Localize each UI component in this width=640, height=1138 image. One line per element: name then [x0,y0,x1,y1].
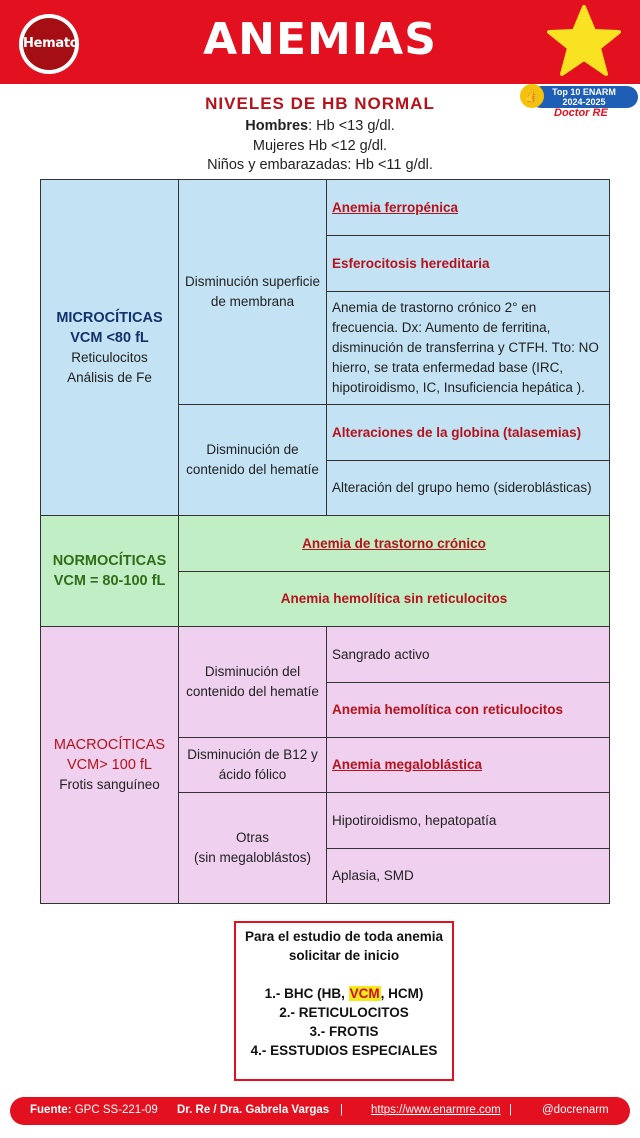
study-item4: 4.- ESSTUDIOS ESPECIALES [250,1043,438,1058]
footer-handle: @docrenarm [542,1104,609,1116]
hemato-logo-text: Hemato [23,18,75,70]
normo-vcm: VCM = 80-100 fL [53,573,166,589]
study-item1 [236,984,452,1003]
macro-sub3-line2: (sin megaloblástos) [193,850,312,865]
macro-name: MACROCÍTICAS [53,737,166,753]
macro-cause2: Anemia hemolítica con reticulocitos [332,702,564,717]
micro-cause2-cell [326,235,610,292]
header-banner [0,0,640,84]
study-intro: Para el estudio de toda anemia solicitar de inicio [244,929,444,963]
study-box [234,921,454,1081]
micro-cause3: Anemia de trastorno crónico 2° en frecuencia. Dx: Aumento de ferritina, disminución de transferrina y CTFH. Tto: NO hierro, se trata enfermedad base (IRC, hipotiroidismo, IC, Insuficiencia hepática ). [332,300,599,395]
normo-name: NORMOCÍTICAS [52,553,167,569]
study-item1-post: , HCM) [380,986,424,1001]
micro-cause1-cell [326,179,610,236]
normo-category-cell [40,515,179,627]
page-title: ANEMIAS [203,14,437,65]
micro-line3: Reticulocitos [71,349,148,365]
footer-url-link[interactable]: https://www.enarmre.com [371,1104,501,1116]
footer-source [30,1104,158,1116]
micro-cause5-cell [326,460,610,516]
micro-name: MICROCÍTICAS [56,309,163,326]
micro-cause2: Esferocitosis hereditaria [332,255,490,271]
footer-sep1: | [340,1104,343,1116]
thumbs-up-icon: 👍 [520,84,544,108]
micro-cause3-cell [326,291,610,405]
micro-line4: Análisis de Fe [67,369,152,385]
hb-ninos: Niños y embarazadas: Hb <11 g/dl. [207,157,433,173]
footer-authors: Dr. Re / Dra. Gabrela Vargas [177,1104,330,1116]
normo-cause1: Anemia de trastorno crónico [302,535,486,551]
micro-sub1: Disminución superficie de membrana [184,274,321,309]
footer-source-value: GPC SS-221-09 [74,1104,158,1116]
macro-line3: Frotis sanguíneo [59,777,160,792]
normo-cause1-cell [178,515,610,572]
normo-cause2-cell [178,571,610,627]
macro-sub2: Disminución de B12 y ácido fólico [187,747,318,782]
hb-hombres [0,118,640,134]
macro-sub1: Disminución del contenido del hematíe [186,664,319,699]
study-item2: 2.- RETICULOCITOS [279,1005,409,1020]
macro-sub2-cell [178,737,327,793]
micro-sub1-cell [178,179,327,405]
star-icon [546,4,622,78]
badge-line2: 2024-2025 [562,97,606,107]
hb-hombres-value: : Hb <13 g/dl. [308,118,395,134]
macro-sub3-cell [178,792,327,904]
footer-bar [10,1097,630,1125]
normo-cause2: Anemia hemolítica sin reticulocitos [280,591,508,606]
macro-cause4-cell [326,792,610,849]
hb-hombres-label: Hombres [245,118,309,134]
macro-cause4: Hipotiroidismo, hepatopatía [332,812,497,828]
macro-cause3: Anemia megaloblástica [332,757,483,772]
hb-mujeres: Mujeres Hb <12 g/dl. [252,138,388,154]
footer-source-label: Fuente: [30,1104,72,1116]
macro-category-cell [40,626,179,904]
hb-levels-title: NIVELES DE HB NORMAL [205,94,435,113]
macro-cause5: Aplasia, SMD [332,868,414,883]
micro-vcm: VCM <80 fL [70,329,149,346]
study-item1-highlight: VCM [349,986,380,1001]
footer-sep2: | [509,1104,512,1116]
micro-sub2: Disminución de contenido del hematíe [186,442,319,477]
macro-vcm: VCM> 100 fL [66,757,153,773]
badge-line1: Top 10 ENARM [552,87,616,97]
macro-cause5-cell [326,848,610,904]
macro-cause2-cell [326,682,610,738]
micro-sub2-cell [178,404,327,516]
macro-sub1-cell [178,626,327,738]
micro-cause5: Alteración del grupo hemo (sideroblásticas) [332,480,592,495]
study-item3: 3.- FROTIS [309,1024,379,1039]
badge-brand: Doctor RE [554,107,608,119]
macro-cause3-cell [326,737,610,793]
micro-cause4-cell [326,404,610,461]
macro-cause1: Sangrado activo [332,646,430,662]
macro-sub3-line1: Otras [235,830,269,845]
macro-cause1-cell [326,626,610,683]
micro-cause1: Anemia ferropénica [332,199,459,215]
micro-cause4: Alteraciones de la globina (talasemias) [332,424,582,440]
study-item1-pre: 1.- BHC (HB, [264,986,349,1001]
micro-category-cell [40,179,179,516]
